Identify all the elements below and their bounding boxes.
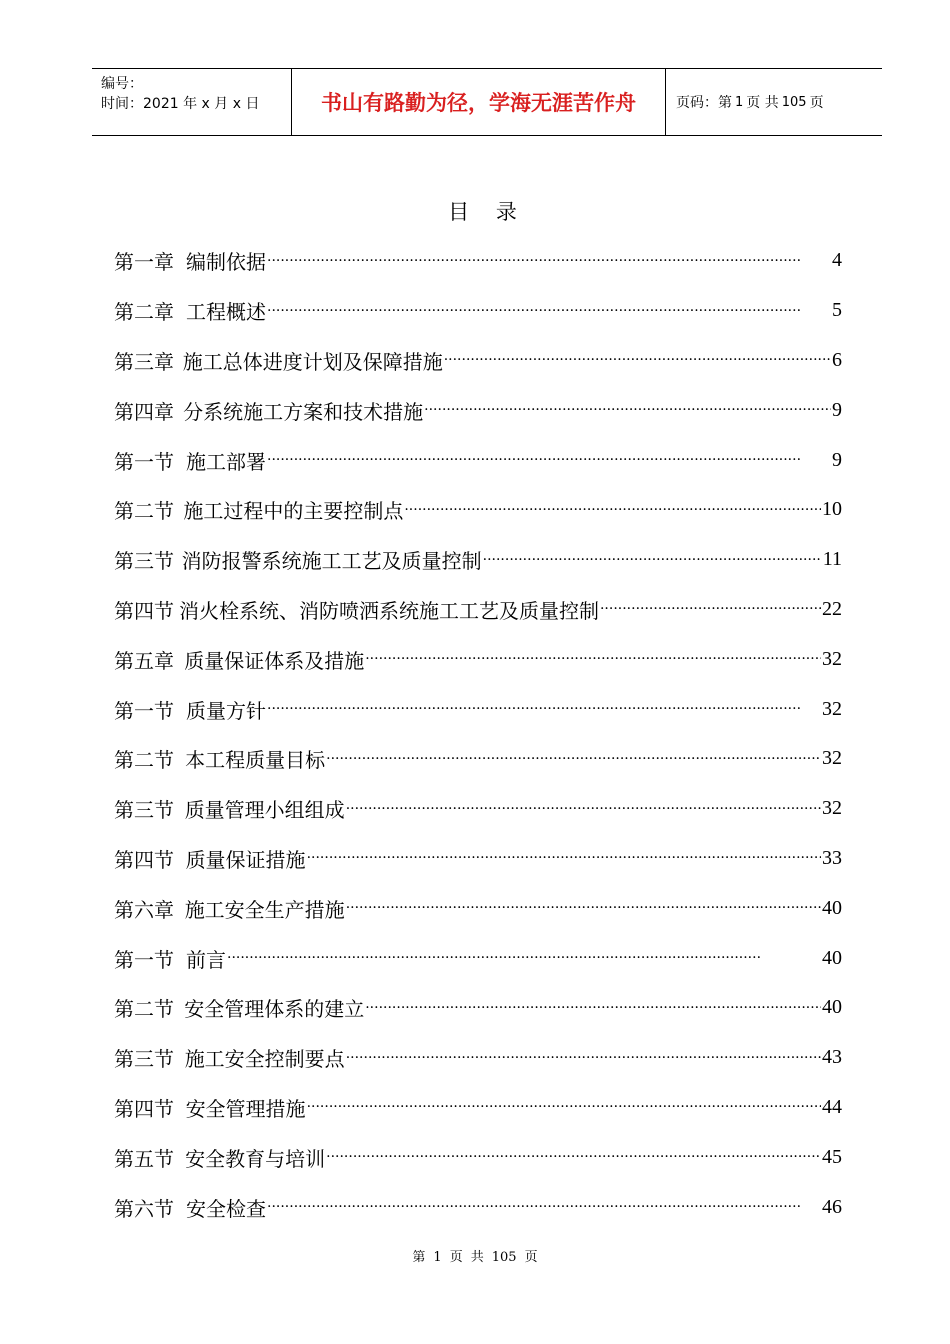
- toc-entry-label: 第二节: [114, 997, 174, 1022]
- toc-entry[interactable]: [114, 684, 842, 734]
- toc-leader-dots: [267, 452, 831, 468]
- toc-entry-label: 第六节: [114, 1196, 174, 1221]
- toc-entry-text: 分系统施工方案和技术措施: [183, 399, 424, 424]
- toc-entry[interactable]: [114, 784, 842, 834]
- toc-entry-label: 第四节: [114, 847, 174, 872]
- toc-leader-dots: [267, 701, 821, 717]
- toc-entry[interactable]: [114, 585, 842, 635]
- toc-entry-text: 安全管理措施: [185, 1096, 306, 1121]
- footer-middle1: 页: [449, 1250, 463, 1265]
- toc-entry-text: 消火栓系统、消防喷洒系统施工工艺及质量控制: [178, 598, 599, 623]
- toc-title: 目 录: [448, 200, 527, 224]
- toc-leader-dots: [307, 1099, 821, 1115]
- toc-entry-page: 40: [822, 896, 842, 919]
- toc-entry-text: 施工安全生产措施: [184, 897, 345, 922]
- toc-entry-label: 第四章: [114, 399, 174, 424]
- footer-prefix: 第: [412, 1250, 426, 1265]
- toc-entry-page: 32: [822, 647, 842, 670]
- toc-leader-dots: [365, 1000, 821, 1016]
- toc-entry-page: 9: [832, 398, 842, 421]
- toc-entry-text: 安全管理体系的建立: [184, 997, 365, 1022]
- toc-leader-dots: [267, 253, 831, 269]
- toc-entry[interactable]: [114, 734, 842, 784]
- toc-entry-page: 44: [822, 1095, 842, 1118]
- toc-entry-page: 9: [832, 448, 842, 471]
- toc-entry-text: 质量保证措施: [185, 847, 306, 872]
- toc-entry-page: 4: [832, 249, 842, 272]
- toc-entry[interactable]: [114, 834, 842, 884]
- toc-entry[interactable]: [114, 385, 842, 435]
- toc-entry-text: 安全检查: [186, 1196, 266, 1221]
- toc-leader-dots: [346, 801, 821, 817]
- toc-entry-page: 45: [822, 1145, 842, 1168]
- toc-entry-page: 10: [822, 498, 842, 521]
- toc-entry[interactable]: [114, 286, 842, 336]
- toc-entry-text: 编制依据: [186, 250, 266, 275]
- toc-entry[interactable]: [114, 933, 842, 983]
- toc-entry[interactable]: [114, 336, 842, 386]
- toc-entry[interactable]: [114, 535, 842, 585]
- toc-entry[interactable]: [114, 236, 842, 286]
- toc-entry-text: 质量管理小组组成: [184, 798, 345, 823]
- toc-entry-label: 第二节: [114, 748, 174, 773]
- toc-entry[interactable]: [114, 1182, 842, 1232]
- toc-entry-label: 第一节: [114, 698, 174, 723]
- number-label: 编号：: [101, 76, 143, 92]
- toc-entry[interactable]: [114, 983, 842, 1033]
- page-header: [92, 68, 882, 136]
- toc-entry-label: 第三节: [114, 798, 174, 823]
- toc-entry-text: 施工总体进度计划及保障措施: [182, 349, 443, 374]
- toc-entry-page: 40: [822, 996, 842, 1019]
- toc-entry-label: 第四节: [114, 1096, 174, 1121]
- toc-entry-page: 40: [822, 946, 842, 969]
- toc-entry[interactable]: [114, 883, 842, 933]
- toc-entry-text: 工程概述: [186, 300, 266, 325]
- toc-leader-dots: [346, 1050, 821, 1066]
- toc-entry-label: 第三章: [114, 349, 174, 374]
- table-of-contents: [114, 236, 842, 1232]
- toc-entry-text: 本工程质量目标: [185, 748, 326, 773]
- page-total: 105: [781, 94, 807, 110]
- page-prefix: 页码：第: [676, 95, 732, 111]
- toc-entry-page: 11: [822, 548, 842, 571]
- toc-entry-page: 33: [822, 846, 842, 869]
- toc-entry[interactable]: [114, 435, 842, 485]
- toc-entry-page: 32: [822, 697, 842, 720]
- toc-entry[interactable]: [114, 1132, 842, 1182]
- toc-entry[interactable]: [114, 1083, 842, 1133]
- page-current: 1: [735, 94, 744, 110]
- toc-leader-dots: [326, 1149, 821, 1165]
- toc-entry-label: 第三节: [114, 1047, 174, 1072]
- toc-entry-page: 6: [832, 348, 842, 371]
- toc-entry-page: 43: [822, 1046, 842, 1069]
- toc-leader-dots: [600, 601, 821, 617]
- page-suffix: 页: [809, 95, 824, 111]
- footer-current: 1: [433, 1250, 442, 1265]
- toc-entry-label: 第一章: [114, 250, 174, 275]
- toc-entry-text: 施工安全控制要点: [184, 1047, 345, 1072]
- toc-entry-label: 第五节: [114, 1146, 174, 1171]
- toc-entry-label: 第二章: [114, 300, 174, 325]
- toc-leader-dots: [267, 303, 831, 319]
- toc-entry-label: 第一节: [114, 947, 174, 972]
- toc-leader-dots: [424, 402, 831, 418]
- toc-entry[interactable]: [114, 634, 842, 684]
- toc-leader-dots: [483, 552, 822, 568]
- toc-entry-label: 第五章: [114, 648, 174, 673]
- toc-entry-text: 安全教育与培训: [185, 1146, 326, 1171]
- toc-entry-label: 第一节: [114, 449, 174, 474]
- toc-leader-dots: [365, 651, 821, 667]
- toc-leader-dots: [227, 950, 821, 966]
- toc-entry-label: 第三节: [114, 549, 174, 574]
- time-label: 时间：2021 年 x 月 x 日: [101, 96, 260, 112]
- toc-leader-dots: [404, 502, 821, 518]
- header-meta: [92, 69, 292, 135]
- footer-suffix: 页: [524, 1250, 538, 1265]
- toc-entry[interactable]: [114, 1033, 842, 1083]
- toc-entry-page: 32: [822, 797, 842, 820]
- toc-leader-dots: [267, 1199, 821, 1215]
- page-footer: [0, 1246, 950, 1265]
- header-motto: 书山有路勤为径，学海无涯苦作舟: [292, 69, 666, 135]
- footer-total: 105: [491, 1250, 517, 1265]
- toc-entry[interactable]: [114, 485, 842, 535]
- toc-entry-text: 施工部署: [186, 449, 266, 474]
- toc-entry-text: 质量保证体系及措施: [184, 648, 365, 673]
- toc-entry-page: 5: [832, 299, 842, 322]
- footer-middle2: 共: [470, 1250, 484, 1265]
- toc-entry-page: 46: [822, 1195, 842, 1218]
- toc-entry-text: 施工过程中的主要控制点: [183, 499, 404, 524]
- toc-entry-page: 32: [822, 747, 842, 770]
- toc-entry-label: 第四节: [114, 598, 174, 623]
- toc-entry-label: 第六章: [114, 897, 174, 922]
- toc-leader-dots: [307, 850, 821, 866]
- toc-entry-text: 前言: [186, 947, 226, 972]
- toc-entry-page: 22: [822, 597, 842, 620]
- toc-entry-label: 第二节: [114, 499, 174, 524]
- toc-leader-dots: [326, 751, 821, 767]
- toc-entry-text: 质量方针: [186, 698, 266, 723]
- toc-leader-dots: [346, 900, 821, 916]
- toc-leader-dots: [444, 352, 831, 368]
- header-page-info: [666, 69, 882, 135]
- toc-entry-text: 消防报警系统施工工艺及质量控制: [181, 549, 482, 574]
- page-middle: 页 共: [746, 95, 779, 111]
